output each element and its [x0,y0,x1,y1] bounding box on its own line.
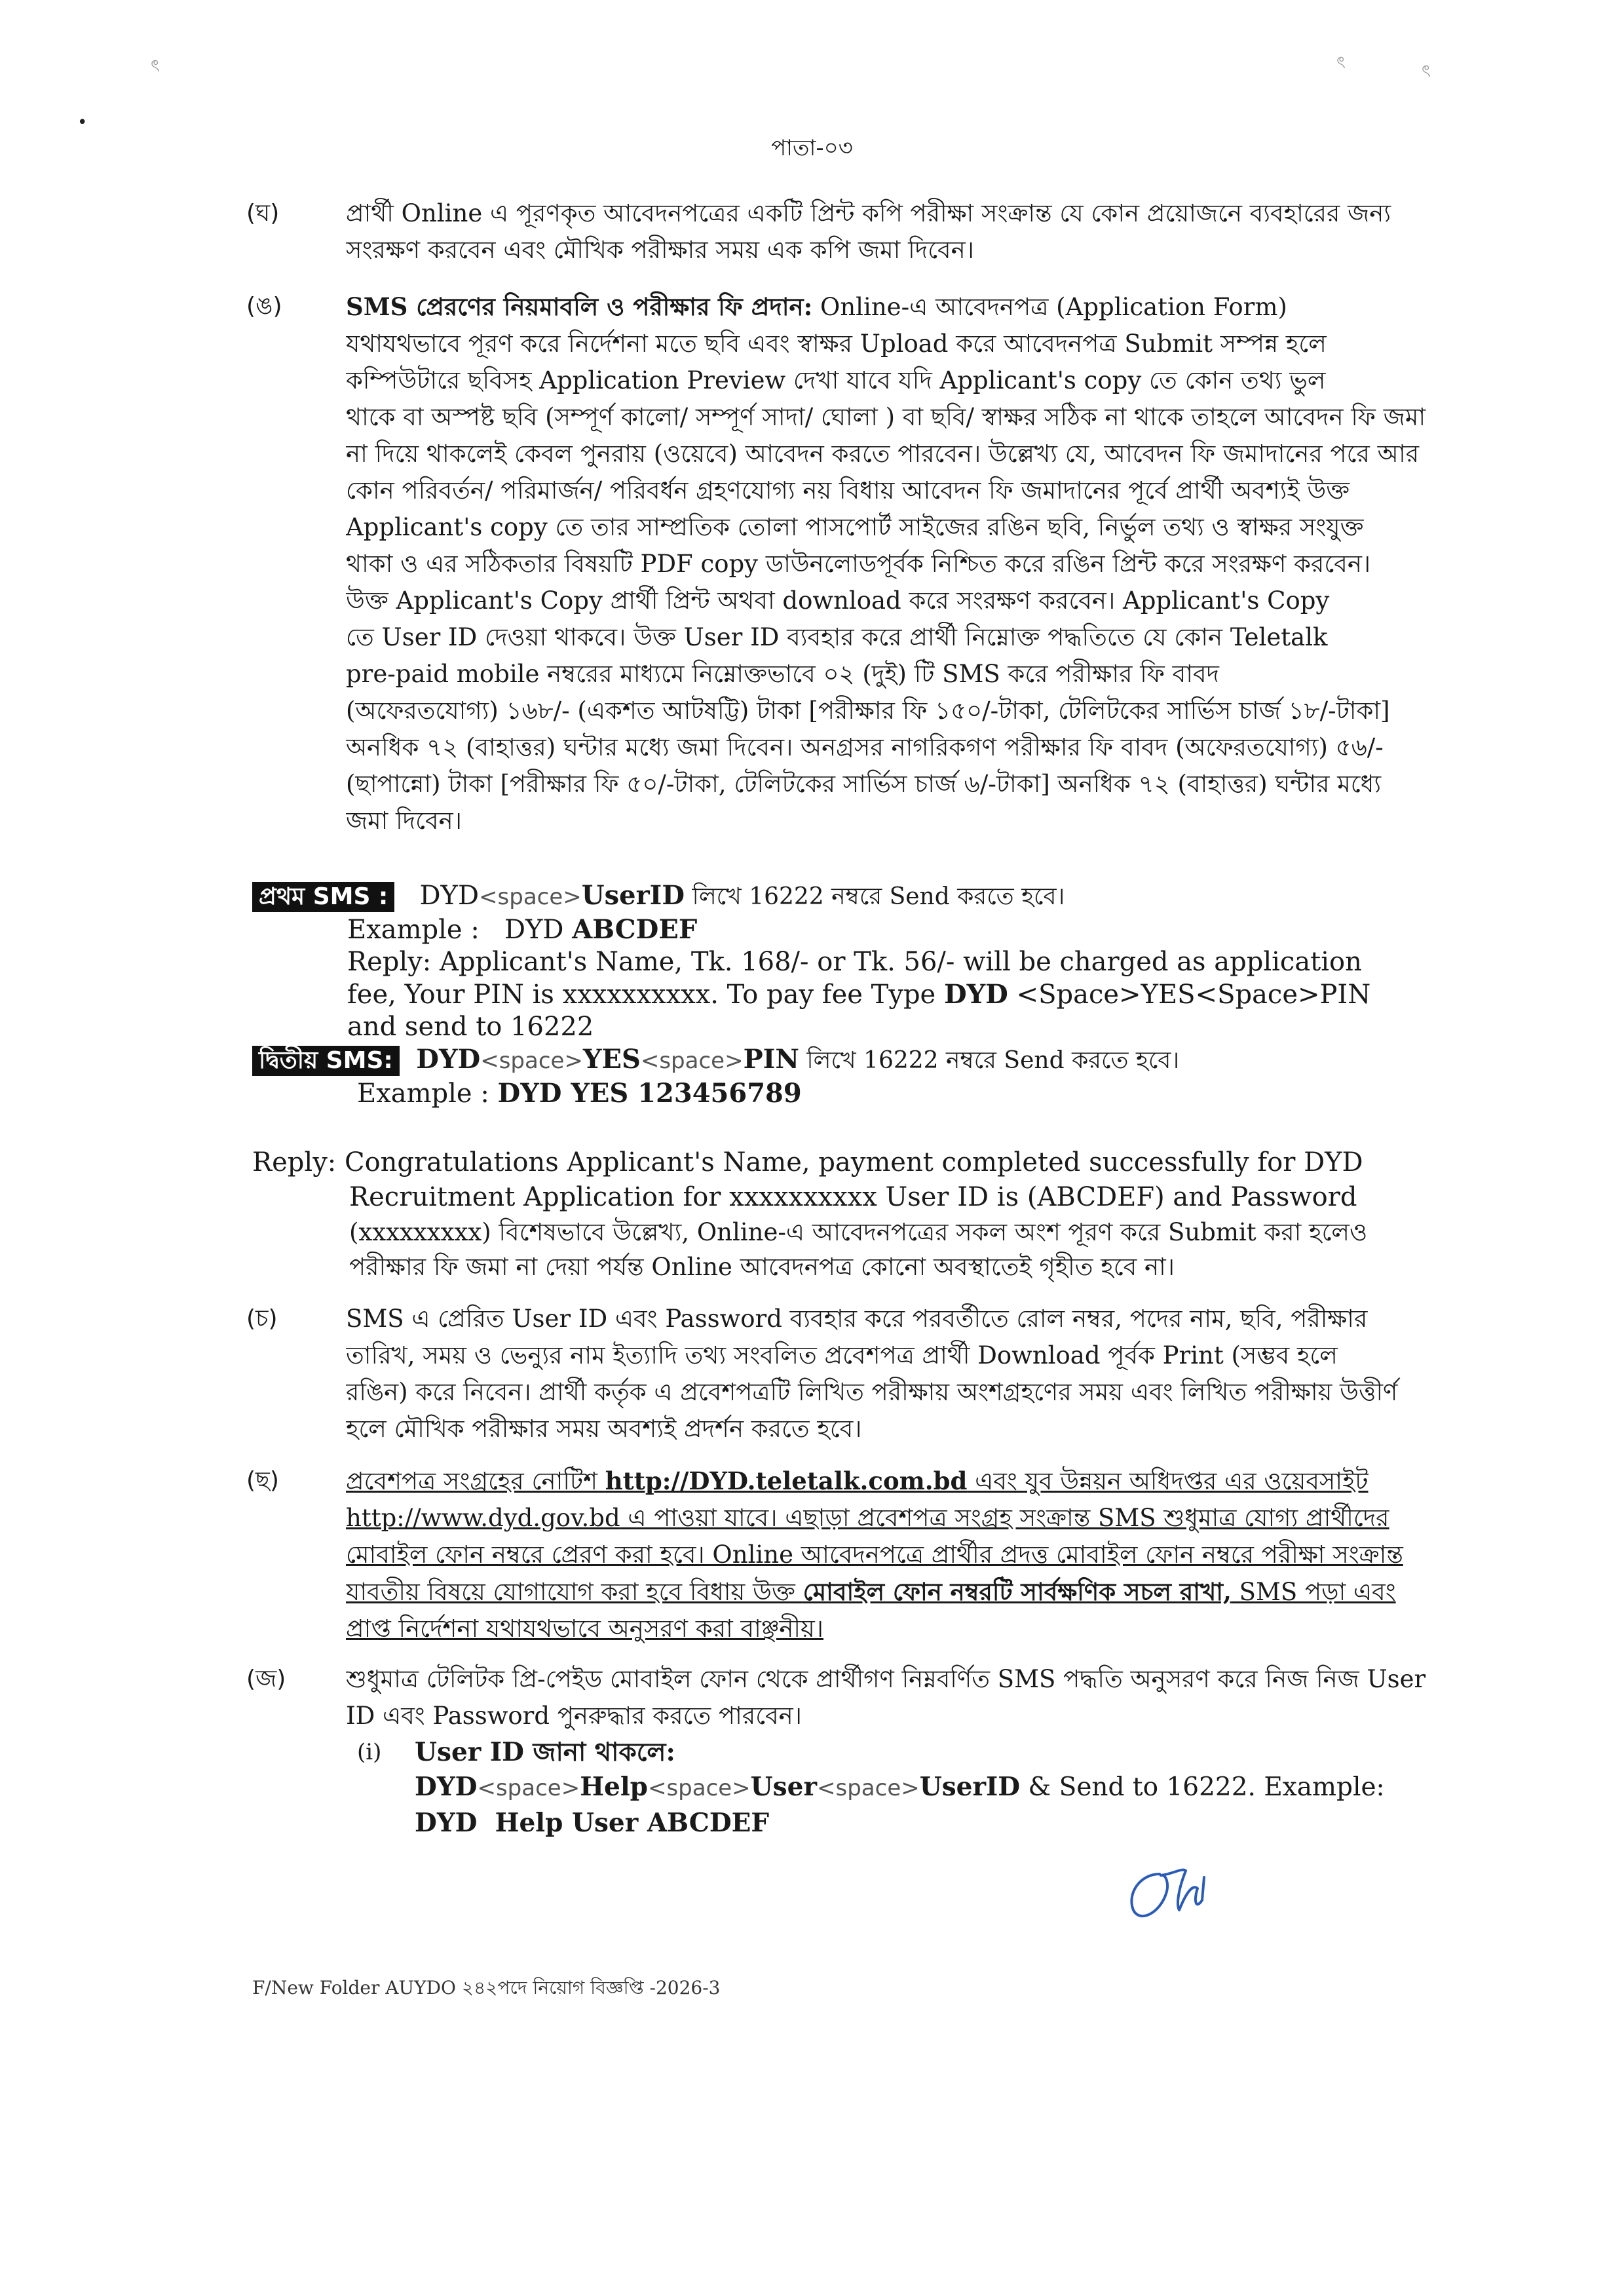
user-id-recovery [357,1735,1445,1841]
teletalk-link[interactable]: http://DYD.teletalk.com.bd [605,1466,968,1495]
text-line: সংরক্ষণ করবেন এবং মৌখিক পরীক্ষার সময় এক কপি জমা দিবেন। [346,236,974,264]
second-sms-example [252,1077,1445,1110]
section-text [346,195,1441,269]
footer-path: F/New Folder AUYDO ২৪২পদে নিয়োগ বিজ্ঞপ্তি -2026-3 [252,1977,721,1999]
text-line: (অফেরতযোগ্য) ১৬৮/- (একশত আটষট্টি) টাকা [পরীক্ষার ফি ১৫০/-টাকা, টেলিটকের সার্ভিস চার্জ ১৮/-টাকা] [346,697,1390,725]
reply-line: পরীক্ষার ফি জমা না দেয়া পর্যন্ত Online আবেদনপত্র কোনো অবস্থাতেই গৃহীত হবে না। [349,1253,1175,1281]
reply-part: fee, Your PIN is xxxxxxxxxx. To pay fee Type [347,980,944,1010]
reply-part: <Space>YES<Space>PIN [1008,980,1371,1010]
text-line: অনধিক ৭২ (বাহাত্তর) ঘন্টার মধ্যে জমা দিবেন। অনগ্রসর নাগরিকগণ পরীক্ষার ফি বাবদ (অফেরতযোগ্য) ৫৬/- [346,733,1384,761]
text-line: হলে মৌখিক পরীক্ষার সময় অবশ্যই প্রদর্শন করতে হবে। [346,1415,862,1443]
text-line: Applicant's copy তে তার সাম্প্রতিক তোলা পাসপোর্ট সাইজের রঙিন ছবি, নির্ভুল তথ্য ও স্বাক্ষর সংযুক্ত [346,513,1364,541]
recovery-lines [415,1735,1445,1841]
example-label: Example : [347,915,480,945]
text-line: উক্ত Applicant's Copy প্রার্থী প্রিন্ট অথবা download করে সংরক্ষণ করবেন। Applicant's Copy [346,586,1330,615]
dyd-link[interactable]: http://www.dyd.gov.bd [346,1504,620,1532]
example-value-bold: DYD YES 123456789 [497,1078,802,1109]
section-text [346,1301,1441,1447]
heading-line [346,288,1441,326]
final-reply [252,1145,1445,1284]
cmd-tail: লিখে 16222 নম্বরে Send করতে হবে। [799,1047,1180,1074]
sub-label: (i) [357,1739,382,1765]
example-label: Example : [357,1079,498,1109]
text-part-bold: মোবাইল ফোন নম্বরটি সার্বক্ষণিক সচল রাখা, [803,1577,1232,1606]
text-line: না দিয়ে থাকলেই কেবল পুনরায় (ওয়েবে) আবেদন করতে পারবেন। উল্লেখ্য যে, আবেদন ফি জমাদানের পরে আর [346,440,1420,468]
text-line: থাকা ও এর সঠিকতার বিষয়টি PDF copy ডাউনলোডপূর্বক নিশ্চিত করে রঙিন প্রিন্ট করে সংরক্ষণ করবেন। [346,550,1371,578]
cmd-space: <space> [477,1775,580,1801]
second-sms-row [252,1043,1445,1077]
cmd-space: <space> [640,1048,744,1074]
text-part: এবং যুব উন্নয়ন অধিদপ্তর এর ওয়েবসাইট [967,1467,1369,1495]
text-line: যথাযথভাবে পূরণ করে নির্দেশনা মতে ছবি এবং স্বাক্ষর Upload করে আবেদনপত্র Submit সম্পন্ন হলে [346,330,1327,358]
text-line: কম্পিউটারে ছবিসহ Application Preview দেখা যাবে যদি Applicant's copy তে কোন তথ্য ভুল [346,366,1326,394]
text-line: তে User ID দেওয়া থাকবে। উক্ত User ID ব্যবহার করে প্রার্থী নিম্নোক্ত পদ্ধতিতে যে কোন Teletalk [346,623,1328,651]
cmd-part: User [750,1772,817,1802]
cmd-part: DYD [415,1772,478,1802]
text-line: মোবাইল ফোন নম্বরে প্রেরণ করা হবে। Online আবেদনপত্রে প্রার্থীর প্রদত্ত মোবাইল ফোন নম্বরে পরীক্ষা সংক্রান্ত [346,1540,1403,1569]
text-line: কোন পরিবর্তন/ পরিমার্জন/ পরিবর্ধন গ্রহণযোগ্য নয় বিধায় আবেদন ফি জমাদানের পূর্বে প্রার্থী অবশ্যই উক্ত [346,476,1350,505]
example-value: DYD [504,915,573,945]
text-line: শুধুমাত্র টেলিটক প্রি-পেইড মোবাইল ফোন থেকে প্রার্থীগণ নিম্নবর্ণিত SMS পদ্ধতি অনুসরণ করে নিজ নিজ User [346,1665,1426,1693]
cmd-part: DYD [419,881,480,911]
section-label: (ছ) [246,1467,279,1494]
reply-line: Recruitment Application for xxxxxxxxxx User ID is (ABCDEF) and Password [349,1182,1357,1212]
scan-speck: ৎ [1422,62,1431,81]
first-sms-reply [252,978,1445,1011]
first-sms-tag: প্রথম SMS : [252,882,394,912]
cmd-space: <space> [480,1048,583,1074]
text-line: SMS এ প্রেরিত User ID এবং Password ব্যবহার করে পরবর্তীতে রোল নম্বর, পদের নাম, ছবি, পরীক্ষার [346,1305,1368,1333]
reply-line: (xxxxxxxxx) বিশেষভাবে উল্লেখ্য, Online-এ আবেদনপত্রের সকল অংশ পূরণ করে Submit করা হলেও [349,1218,1368,1246]
scan-speck: ৎ [1336,53,1346,73]
text-line: রঙিন) করে নিবেন। প্রার্থী কর্তৃক এ প্রবেশপত্রটি লিখিত পরীক্ষায় অংশগ্রহণের সময় এবং লিখিত পরীক্ষায় উত্তীর্ণ [346,1378,1398,1406]
sms-instructions [252,879,1445,1110]
signature [1120,1848,1232,1926]
scan-speck: ৎ [151,56,160,76]
text-part: যাবতীয় বিষয়ে যোগাযোগ করা হবে বিধায় উক্ত [346,1578,803,1606]
scan-speck: • [77,113,88,132]
cmd-tail: & Send to 16222. Example: [1020,1772,1385,1802]
text-line [346,1573,1441,1611]
section-text [346,1463,1441,1647]
first-sms-reply: and send to 16222 [347,1012,594,1042]
section-text [346,288,1441,839]
recovery-example: DYD Help User ABCDEF [415,1808,770,1838]
reply-line: Reply: Congratulations Applicant's Name, payment completed successfully for DYD [252,1147,1363,1177]
heading-rest: Online-এ আবেদনপত্র (Application Form) [812,293,1287,321]
text-line: প্রার্থী Online এ পূরণকৃত আবেদনপত্রের একটি প্রিন্ট কপি পরীক্ষা সংক্রান্ত যে কোন প্রয়োজনে ব্যবহারের জন্য [346,199,1391,227]
section-label: (জ) [246,1666,286,1693]
text-line: প্রাপ্ত নির্দেশনা যথাযথভাবে অনুসরণ করা বাঞ্ছনীয়। [346,1615,824,1643]
text-part: এ পাওয়া যাবে। এছাড়া প্রবেশপত্র সংগ্রহ সংক্রান্ত SMS শুধুমাত্র যোগ্য প্রার্থীদের [620,1504,1389,1532]
cmd-part: PIN [743,1044,799,1075]
cmd-space: <space> [817,1775,920,1801]
cmd-part: YES [582,1044,641,1075]
text-line: (ছাপান্নো) টাকা [পরীক্ষার ফি ৫০/-টাকা, টেলিটকের সার্ভিস চার্জ ৬/-টাকা] অনধিক ৭২ (বাহাত্তর) ঘন্টার মধ্যে [346,770,1382,798]
cmd-space: <space> [479,884,582,910]
text-line: জমা দিবেন। [346,807,462,835]
text-line: তারিখ, সময় ও ভেন্যুর নাম ইত্যাদি তথ্য সংবলিত প্রবেশপত্র প্রার্থী Download পূর্বক Print (সম্ভব হলে [346,1341,1338,1369]
text-line: ID এবং Password পুনরুদ্ধার করতে পারবেন। [346,1702,802,1730]
second-sms-tag: দ্বিতীয় SMS: [252,1046,400,1076]
cmd-part: UserID [919,1772,1021,1802]
first-sms-example [252,913,1445,946]
section-label: (চ) [246,1305,278,1332]
text-line [346,1463,1441,1500]
cmd-part: Help [580,1772,648,1802]
reply-part-bold: DYD [943,979,1008,1010]
cmd-space: <space> [647,1775,751,1801]
cmd-part: DYD [416,1044,481,1075]
section-label: (ঙ) [246,293,282,320]
cmd-part: UserID [581,880,685,911]
text-line: থাকে বা অস্পষ্ট ছবি (সম্পূর্ণ কালো/ সম্পূর্ণ সাদা/ ঘোলা ) বা ছবি/ স্বাক্ষর সঠিক না থাকে তাহলে আবেদন ফি জমা [346,403,1426,431]
section-label: (ঘ) [246,200,280,227]
cmd-tail: লিখে 16222 নম্বরে Send করতে হবে। [685,883,1065,910]
first-sms-reply: Reply: Applicant's Name, Tk. 168/- or Tk. 56/- will be charged as application [347,947,1362,977]
page-number: পাতা-০৩ [771,135,853,161]
section-text [346,1661,1441,1734]
text-part: প্রবেশপত্র সংগ্রহের নোটিশ [346,1467,605,1495]
section-heading: SMS প্রেরণের নিয়মাবলি ও পরীক্ষার ফি প্রদান: [346,292,813,321]
recovery-command [415,1770,1445,1806]
sub-heading: User ID জানা থাকলে: [415,1737,675,1767]
text-line: pre-paid mobile নম্বরের মাধ্যমে নিম্নোক্তভাবে ০২ (দুই) টি SMS করে পরীক্ষার ফি বাবদ [346,660,1219,688]
text-part: SMS পড়া এবং [1231,1578,1396,1606]
first-sms-row [252,879,1445,913]
example-value-bold: ABCDEF [572,914,698,945]
text-line [346,1500,1441,1537]
